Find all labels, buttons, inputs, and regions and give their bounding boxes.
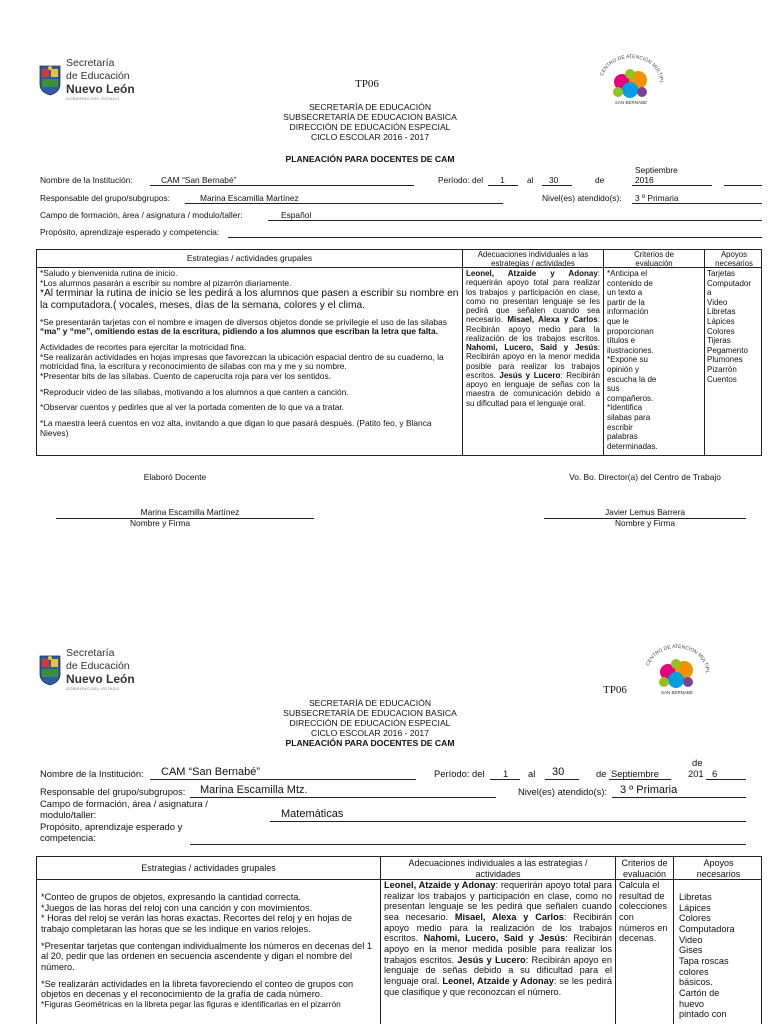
strategy-item: *Figuras Geométricas en la libreta pegar las figuras e identificarlas en el pizarrón (41, 999, 341, 1010)
header-line: SECRETARÍA DE EDUCACIÓN (308, 698, 432, 708)
periodo-de-label: de (596, 768, 607, 779)
campo-value: Matemáticas (281, 808, 344, 820)
periodo-anio-a: 201 (688, 768, 704, 779)
apoyo-line: a (707, 288, 712, 298)
coat-of-arms-icon (38, 654, 62, 686)
adecuacion-text: : Recibirán apoyo en lenguaje de señas debido a su dificultad para el lenguaje oral. (384, 954, 612, 987)
responsable-value: Marina Escamilla Mtz. (200, 784, 308, 796)
apoyo-line: pintado con (679, 1009, 727, 1020)
sep-logo (38, 58, 138, 106)
nivel-value: 3 º Primaria (620, 784, 678, 796)
institucion-value: CAM “San Bernabé” (161, 766, 261, 778)
nivel-label: Nivel(es) atendido(s): (542, 193, 622, 203)
col-header: Apoyos necesarios (696, 858, 741, 879)
col-header: Criterios de evaluación (634, 250, 674, 269)
criterio-line: resultad de (619, 890, 665, 901)
student-names: Nahomi, Lucero, Said y Jesús (423, 933, 566, 944)
criterios-cell (607, 269, 702, 451)
criterio-line: decenas. (619, 933, 657, 944)
responsable-value: Marina Escamilla Martínez (200, 193, 299, 203)
strategy-item: *Al terminar la rutina de inicio se les pedirá a los alumnos que pasen a escribir su nombre en la computadora.( vocales, meses, días de la semana, colores y el clima. (40, 288, 459, 312)
apoyo-line: Cuentos (707, 374, 737, 384)
header-line: DIRECCIÓN DE EDUCACIÓN ESPECIAL (289, 718, 451, 729)
periodo-label: Período: del (438, 175, 484, 185)
adecuaciones-cell (466, 269, 600, 408)
header-line: SUBSECRETARÍA DE EDUCACION BASICA (283, 708, 457, 719)
apoyo-line: colores (679, 966, 709, 977)
seal-top-text: CENTRO DE ATENCION MULTIPL (599, 53, 665, 84)
adecuacion-text: : Recibirán apoyo medio para la realización de los trabajos escritos. (466, 315, 600, 343)
student-names: Leonel, Atzaide y Adonay (442, 976, 554, 987)
col-header: Adecuaciones individuales a las estrategias / actividades (408, 858, 588, 879)
adecuacion-text: : Recibirán apoyo en la menor medida posible para realizar los trabajos escritos. (384, 933, 612, 965)
proposito-label (40, 822, 182, 844)
cam-seal-logo (638, 642, 716, 698)
campo-label-line: modulo/taller: (40, 808, 97, 820)
col-header: Criterios de evaluación (621, 858, 668, 879)
student-names: Jesús y Lucero (499, 370, 561, 380)
adecuacion-text: : requerirán apoyo total para realizar los trabajos y participación en clase, como no presentan lenguaje se les pedirá que señalen cuando sea necesario. (384, 880, 612, 923)
adecuacion-text: : Recibirán apoyo en lenguaje de señas con la maestra de comunicación debido a su dificultad para el lenguaje oral. (466, 370, 600, 408)
seal-bottom-text: SAN BERNABE (660, 690, 694, 695)
adecuacion-text: : se les pedirá que clasifique y que reconozcan el número. (384, 976, 612, 997)
criterio-line: títulos e (607, 336, 636, 346)
apoyo-line: Tapa roscas (679, 956, 729, 967)
logo-line-3: Nuevo León (66, 82, 135, 96)
student-names: Leonel, Atzaide y Adonay (384, 880, 496, 890)
apoyos-cell (707, 269, 763, 384)
header-line: SECRETARÍA DE EDUCACIÓN (308, 102, 432, 112)
responsable-label: Responsable del grupo/subgrupos: (40, 193, 170, 203)
strategies-cell (40, 269, 460, 438)
criterio-line: contenido de (607, 278, 653, 288)
campo-label: Campo de formación, área / asignatura / modulo/taller: (40, 210, 243, 220)
periodo-al: 30 (552, 766, 565, 778)
signature-left-caption: Nombre y Firma (129, 518, 191, 528)
logo-line-3: Nuevo León (66, 672, 135, 686)
col-header: Estrategias / actividades grupales (186, 254, 313, 263)
logo-line-2: de Educación (66, 660, 130, 672)
periodo-del: 1 (500, 175, 505, 185)
periodo-al-label: al (527, 175, 534, 185)
strategies-cell (41, 892, 377, 1010)
signature-right-name: Javier Lemus Barrera (604, 507, 686, 517)
coat-of-arms-icon (38, 64, 62, 96)
periodo-mes: Septiembre (635, 165, 678, 175)
periodo-al-label: al (528, 768, 536, 779)
apoyo-line: Tijeras (707, 336, 731, 346)
strategy-item: *Se realizarán actividades en la libreta favoreciendo el conteo de grupos con objetos en decenas y el reconocimiento de la grafía de cada número. (41, 978, 354, 1000)
student-names: Misael, Alexa y Carlos (507, 315, 598, 325)
periodo-del: 1 (503, 768, 509, 779)
strategy-text: *Se presentarán tarjetas con el nombre e imagen de diversos objetos donde se privilegie el uso de las silabas (40, 316, 447, 327)
strategy-item: * Horas del reloj se verán las horas exactas. Recortes del reloj y en hojas de trabajo completaran las horas que se les indique en varios relojes. (41, 913, 353, 935)
periodo-de-label: de (595, 175, 605, 185)
nivel-label: Nivel(es) atendido(s): (518, 786, 608, 797)
adecuaciones-cell (384, 880, 612, 997)
proposito-label-line: Propósito, aprendizaje esperado y (40, 821, 183, 832)
planning-table (36, 856, 762, 1024)
periodo-anio-b: 6 (712, 768, 718, 779)
strategy-item: *Presentar bits de las sílabas. Cuento de caperucita roja para ver los sentidos. (40, 371, 331, 382)
strategy-item: *Conteo de grupos de objetos, expresando la cantidad correcta. (41, 892, 301, 902)
strategy-item: *Observar cuentos y pedirles que al ver la portada comenten de lo que va a tratar. (40, 402, 345, 413)
header-line: CICLO ESCOLAR 2016 - 2017 (311, 728, 429, 739)
criterio-line: palabras (607, 432, 638, 442)
apoyos-cell (679, 892, 763, 1020)
apoyo-line: Pizarrón (707, 364, 737, 374)
nivel-value: 3 º Primaria (635, 193, 679, 203)
campo-label-line: Campo de formación, área / asignatura / (40, 798, 208, 809)
criterio-line: determinadas. (607, 441, 658, 451)
apoyo-line: Computadora (679, 924, 735, 935)
header-line: SUBSECRETARÍA DE EDUCACION BASICA (283, 112, 457, 123)
logo-line-4: GOBIERNO DEL ESTADO (66, 96, 120, 101)
student-names: Misael, Alexa y Carlos (454, 912, 564, 923)
criterios-cell (619, 880, 673, 944)
criterio-line: escribir (607, 422, 633, 432)
strategy-item: *Se realizarán actividades en hojas impresas que favorezcan la ubicación espacial dentro de su cuaderno, la motricidad fina, la escritura y reconocimiento de silabas con ma y me y su nombre. (40, 351, 444, 372)
signature-right-title: Vo. Bo. Director(a) del Centro de Trabajo (569, 472, 721, 482)
apoyo-line: Lápices (679, 902, 711, 913)
strategy-item: *La maestra leerá cuentos en voz alta, invitando a que digan lo que pasará después. (Patito feo, y Blanca Nieves) (40, 418, 432, 438)
strategy-item: *Saludo y bienvenida rutina de inicio. (40, 269, 178, 278)
apoyo-line: Video (707, 297, 728, 307)
proposito-label: Propósito, aprendizaje esperado y competencia: (40, 227, 220, 237)
criterio-line: proporcionan (607, 326, 654, 336)
periodo-al: 30 (549, 175, 559, 185)
logo-line-2: de Educación (66, 70, 130, 82)
criterio-line: escucha la de (607, 374, 657, 384)
page-title: PLANEACIÓN PARA DOCENTES DE CAM (285, 154, 455, 164)
criterio-line: *Expone su (607, 355, 648, 365)
criterio-line: compañeros. (607, 393, 654, 403)
criterio-line: sus (607, 384, 620, 394)
strategy-item: *Juegos de las horas del reloj con una canción y con movimientos. (41, 902, 313, 913)
planning-table (36, 249, 762, 456)
criterio-line: ilustraciones. (607, 345, 654, 355)
doc-code: TP06 (355, 78, 379, 90)
institucion-label: Nombre de la Institución: (40, 175, 133, 185)
apoyo-line: Computador (707, 278, 752, 288)
criterio-line: números en (619, 922, 668, 933)
signature-left-title: Elaboró Docente (143, 472, 207, 482)
student-names: Nahomi, Lucero, Said y Jesús (466, 343, 598, 353)
institucion-value: CAM “San Bernabé” (161, 175, 237, 185)
adecuacion-text: : requerirán apoyo total para realizar los trabajos y participación en clase, como no presentan lenguaje se les pedirá que señalen cuando sea necesario. (466, 269, 600, 325)
apoyo-line: Video (679, 934, 703, 945)
adecuacion-text: : Recibirán apoyo medio para la realización de los trabajos escritos. (384, 912, 612, 944)
criterio-line: colecciones (619, 901, 668, 912)
periodo-mes: Septiembre (611, 768, 659, 779)
criterio-line: con (619, 912, 634, 923)
campo-label (40, 799, 208, 821)
logo-line-4: GOBIERNO DEL ESTADO (66, 686, 120, 691)
apoyo-line: Pegamento (707, 345, 748, 355)
strategy-item: *Reproducir video de las sílabas, motivando a los alumnos a que canten a canción. (40, 386, 349, 397)
doc-code: TP06 (603, 684, 627, 696)
student-names: Leonel, Atzaide y Adonay (466, 269, 598, 278)
criterio-line: *Anticipa el (607, 269, 648, 278)
strategy-item: Actividades de recortes para ejercitar la motricidad fina. (40, 342, 247, 353)
seal-bottom-text: SAN BERNABE (614, 100, 648, 105)
student-names: Jesús y Lucero (457, 954, 526, 965)
header-line: DIRECCIÓN DE EDUCACIÓN ESPECIAL (289, 122, 451, 133)
col-header: Estrategias / actividades grupales (141, 863, 276, 873)
page-title: PLANEACIÓN PARA DOCENTES DE CAM (285, 738, 455, 748)
criterio-line: *Identifica (607, 403, 643, 413)
header-line: CICLO ESCOLAR 2016 - 2017 (311, 132, 429, 143)
logo-line-1: Secretaría (66, 57, 115, 69)
apoyo-line: Cartón de (679, 988, 720, 999)
apoyo-line: básicos. (679, 977, 713, 988)
apoyo-line: Libretas (679, 892, 712, 902)
institucion-label: Nombre de la Institución: (40, 768, 144, 779)
apoyo-line: Plumones (707, 355, 743, 365)
periodo-label: Período: del (434, 768, 485, 779)
header-block (220, 698, 520, 738)
criterio-line: opinión y (607, 364, 640, 374)
apoyo-line: Libretas (707, 307, 736, 317)
apoyo-line: Gises (679, 945, 703, 956)
apoyo-line: huevo (679, 998, 705, 1009)
signature-left-name: Marina Escamilla Martínez (140, 507, 240, 517)
responsable-label: Responsable del grupo/subgrupos: (40, 786, 186, 797)
strategy-item: *Presentar tarjetas que contengan individualmente los números en decenas del 1 al 20, pedir que las ordenen en secuencia ascendente y digan el nombre del número. (41, 940, 372, 973)
apoyo-line: Colores (679, 913, 711, 924)
criterio-line: que le (607, 316, 629, 326)
cam-seal-logo (592, 52, 670, 108)
criterio-line: un texto a (607, 288, 643, 298)
criterio-line: Calcula el (619, 880, 660, 890)
sep-logo (38, 648, 138, 696)
criterio-line: silabas para (607, 412, 651, 422)
campo-value: Español (281, 210, 312, 220)
adecuacion-text: : Recibirán apoyo en la menor medida posible para realizar los trabajos escritos. (466, 343, 600, 380)
proposito-label-line: competencia: (40, 831, 96, 843)
seal-top-text: CENTRO DE ATENCION MULTIPL (645, 643, 711, 674)
apoyo-line: Tarjetas (707, 269, 736, 278)
apoyo-line: Colores (707, 326, 735, 336)
logo-line-1: Secretaría (66, 647, 115, 659)
col-header: Apoyos necesarios (715, 250, 753, 269)
strategy-text-bold: “ma” y “me”, omitiendo estas de la escritura, pidiendo a los alumnos que escriban la letra que falta. (40, 326, 438, 337)
strategy-item: *Los alumnos pasarán a escribir su nombre al pizarrón diariamente. (40, 277, 292, 288)
strategy-item (40, 318, 460, 337)
signature-right-caption: Nombre y Firma (614, 518, 676, 528)
periodo-anio: 2016 (635, 175, 654, 185)
header-block (220, 102, 520, 142)
apoyo-line: Lápices (707, 316, 735, 326)
criterio-line: información (607, 307, 649, 317)
criterio-line: partir de la (607, 297, 645, 307)
periodo-de2: de (692, 757, 703, 768)
col-header: Adecuaciones individuales a las estrategias / actividades (477, 250, 589, 269)
